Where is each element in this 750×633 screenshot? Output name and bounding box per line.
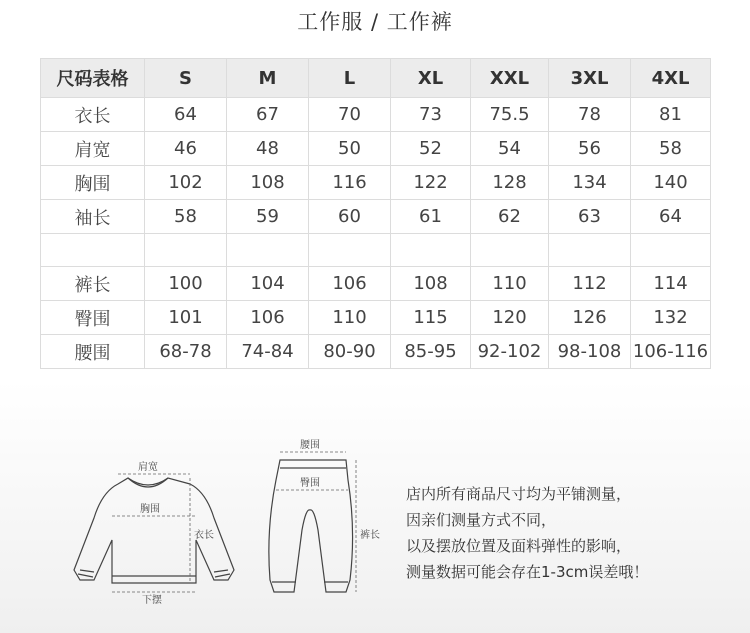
table-cell: 73 [391,98,471,132]
note-line: 因亲们测量方式不同， [406,511,557,529]
shirt-right-cuff [214,570,230,577]
table-row [41,267,711,301]
table-cell: 112 [549,267,631,301]
empty-cell [227,234,309,267]
table-cell: 58 [631,132,711,166]
table-cell: 134 [549,166,631,200]
note-line: 测量数据可能会存在1-3cm误差哦！ [406,563,649,581]
table-cell: 60 [309,200,391,234]
table-row [41,98,711,132]
empty-cell [471,234,549,267]
table-cell: 110 [471,267,549,301]
spacer-row [41,234,711,267]
size-header: M [227,59,309,98]
size-header: XXL [471,59,549,98]
size-header-row [41,59,711,98]
table-cell: 54 [471,132,549,166]
shirt-collar [128,478,168,487]
table-cell: 61 [391,200,471,234]
table-cell: 80-90 [309,335,391,369]
table-cell: 114 [631,267,711,301]
table-cell: 68-78 [145,335,227,369]
table-cell: 106 [227,301,309,335]
table-cell: 64 [631,200,711,234]
row-label: 腰围 [41,335,145,369]
row-label: 臀围 [41,301,145,335]
table-cell: 75.5 [471,98,549,132]
table-cell: 106 [309,267,391,301]
table-cell: 128 [471,166,549,200]
table-cell: 58 [145,200,227,234]
table-row [41,166,711,200]
table-row [41,200,711,234]
pants-waist-label: 腰围 [300,440,320,451]
page-title: 工作服 / 工作裤 [297,10,453,34]
pants-length-label: 裤长 [360,530,380,541]
empty-cell [391,234,471,267]
table-cell: 56 [549,132,631,166]
empty-cell [549,234,631,267]
table-cell: 70 [309,98,391,132]
shirt-shoulder-label: 肩宽 [138,462,158,473]
row-label: 胸围 [41,166,145,200]
size-header: XL [391,59,471,98]
shirt-left-cuff [78,570,94,577]
table-cell: 81 [631,98,711,132]
table-cell: 120 [471,301,549,335]
shirt-length-label: 衣长 [194,530,214,541]
table-cell: 101 [145,301,227,335]
table-cell: 64 [145,98,227,132]
table-cell: 100 [145,267,227,301]
shirt-chest-label: 胸围 [140,504,160,515]
size-header: 4XL [631,59,711,98]
table-cell: 110 [309,301,391,335]
row-label: 袖长 [41,200,145,234]
size-header: L [309,59,391,98]
table-cell: 108 [391,267,471,301]
pants-hip-label: 臀围 [300,478,320,489]
shirt-measure-lines [112,474,196,592]
table-cell: 108 [227,166,309,200]
table-cell: 92-102 [471,335,549,369]
row-label: 裤长 [41,267,145,301]
table-row [41,301,711,335]
table-cell: 46 [145,132,227,166]
table-corner-label: 尺码表格 [41,59,145,98]
table-cell: 116 [309,166,391,200]
table-cell: 48 [227,132,309,166]
table-cell: 106-116 [631,335,711,369]
row-label: 衣长 [41,98,145,132]
table-row [41,132,711,166]
table-cell: 62 [471,200,549,234]
table-cell: 67 [227,98,309,132]
size-chart-table [40,58,711,369]
size-header: S [145,59,227,98]
table-cell: 122 [391,166,471,200]
table-cell: 50 [309,132,391,166]
table-cell: 78 [549,98,631,132]
measurement-note [406,481,736,585]
size-header: 3XL [549,59,631,98]
table-cell: 63 [549,200,631,234]
table-cell: 85-95 [391,335,471,369]
shirt-hem-label: 下摆 [142,595,162,606]
row-label: 肩宽 [41,132,145,166]
table-cell: 140 [631,166,711,200]
note-line: 以及摆放位置及面料弹性的影响， [406,537,632,555]
table-cell: 74-84 [227,335,309,369]
empty-cell [41,234,145,267]
table-cell: 52 [391,132,471,166]
empty-cell [631,234,711,267]
empty-cell [309,234,391,267]
table-cell: 102 [145,166,227,200]
table-cell: 126 [549,301,631,335]
table-cell: 98-108 [549,335,631,369]
table-cell: 132 [631,301,711,335]
note-line: 店内所有商品尺寸均为平铺测量， [406,485,632,503]
table-row [41,335,711,369]
table-cell: 115 [391,301,471,335]
table-cell: 59 [227,200,309,234]
empty-cell [145,234,227,267]
table-cell: 104 [227,267,309,301]
